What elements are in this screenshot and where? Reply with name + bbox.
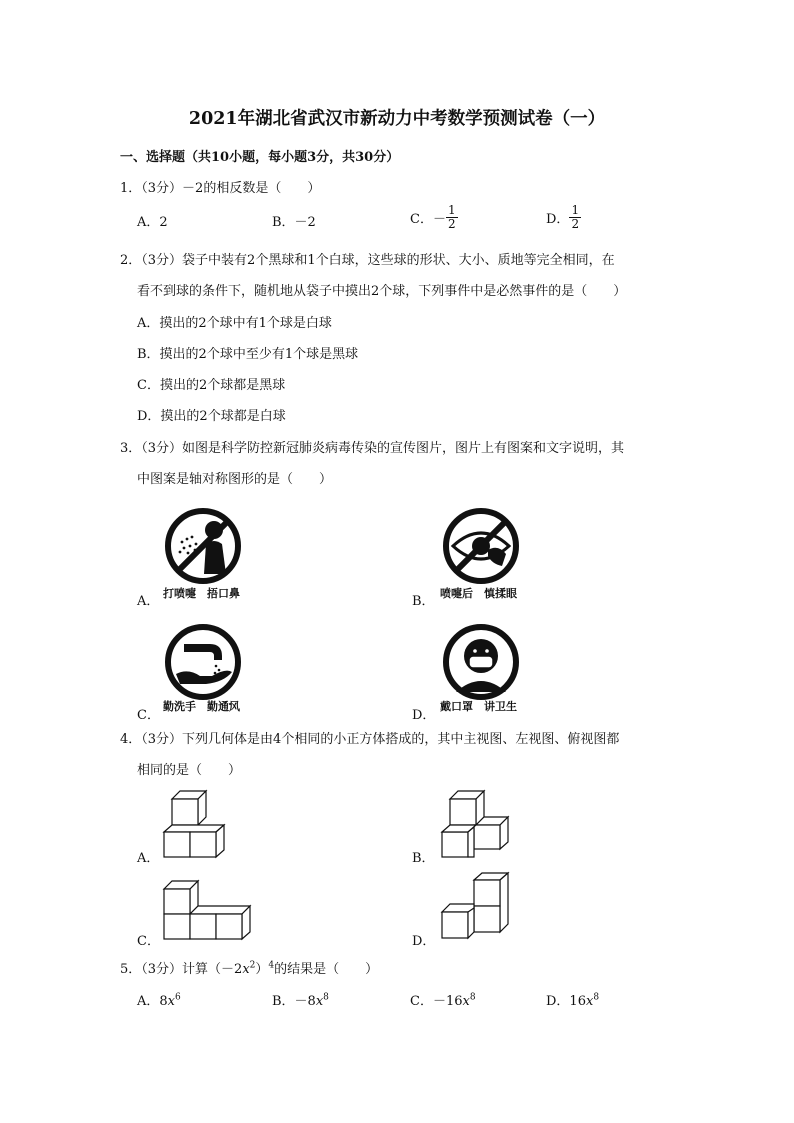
page-title: 2021年湖北省武汉市新动力中考数学预测试卷（一） <box>188 109 606 129</box>
q5-option-c-coef: C．－16 <box>410 994 463 1009</box>
q3-option-a-label: A． <box>137 594 160 609</box>
q4-option-a-label: A． <box>137 851 160 866</box>
cube-figure-c <box>160 876 255 944</box>
q5-option-c <box>410 990 476 1009</box>
face-mask-icon <box>438 622 524 708</box>
q4-option-d-label: D． <box>412 934 436 949</box>
q2-stem-line2: 看不到球的条件下，随机地从袋子中摸出2个球，下列事件中是必然事件的是（ ） <box>137 284 627 299</box>
q5-option-a-exp: 6 <box>175 992 181 1003</box>
q3-option-a-caption: 打喷嚏 捂口鼻 <box>163 587 240 600</box>
q1-option-c <box>410 204 458 231</box>
q4-stem-line1: 4．（3分）下列几何体是由4个相同的小正方体搭成的，其中主视图、左视图、俯视图都 <box>120 732 620 747</box>
q3-stem-line1: 3．（3分）如图是科学防控新冠肺炎病毒传染的宣传图片，图片上有图案和文字说明，其 <box>120 441 625 456</box>
q1-option-c-fraction <box>446 204 458 231</box>
hand-washing-icon <box>160 622 246 708</box>
q1-option-c-label: C． <box>410 212 433 227</box>
q2-option-d: D．摸出的2个球都是白球 <box>137 409 286 424</box>
q3-option-d-label: D． <box>412 708 436 723</box>
q1-option-b: B．－2 <box>272 215 316 230</box>
eye-rubbing-prohibited-icon <box>438 506 524 592</box>
q2-option-c: C．摸出的2个球都是黑球 <box>137 378 286 393</box>
q5-stem-part-b: ） <box>255 962 269 977</box>
q2-option-a: A．摸出的2个球中有1个球是白球 <box>137 316 332 331</box>
q5-stem-part-c: 的结果是（ ） <box>274 962 379 977</box>
q5-stem-variable: x <box>242 962 250 977</box>
q1-option-c-sign: － <box>432 212 446 227</box>
q5-option-d <box>546 990 599 1009</box>
q4-option-b-label: B． <box>412 851 435 866</box>
q3-option-c-caption: 勤洗手 勤通风 <box>163 700 240 713</box>
q5-stem <box>120 958 378 977</box>
q3-option-c-label: C． <box>137 708 160 723</box>
q5-stem-part-a: 5．（3分）计算（－2 <box>120 962 243 977</box>
q3-stem-line2: 中图案是轴对称图形的是（ ） <box>137 472 333 487</box>
q1-stem: 1．（3分）－2的相反数是（ ） <box>120 181 321 196</box>
section-heading: 一、选择题（共10小题，每小题3分，共30分） <box>120 150 400 165</box>
q1-option-d-numerator: 1 <box>571 203 580 217</box>
q5-option-d-exp: 8 <box>593 992 600 1003</box>
q4-option-c-label: C． <box>137 934 160 949</box>
q1-option-d-label: D． <box>546 212 570 227</box>
q5-option-a-var: x <box>167 994 176 1009</box>
q5-option-c-var: x <box>462 994 470 1009</box>
q3-option-d-caption: 戴口罩 讲卫生 <box>440 700 517 713</box>
q1-option-c-numerator: 1 <box>447 203 456 217</box>
q5-option-b-coef: B．－8 <box>272 994 316 1009</box>
q5-option-b-var: x <box>315 994 324 1009</box>
q2-option-b: B．摸出的2个球中至少有1个球是黑球 <box>137 347 359 362</box>
cube-figure-a <box>160 787 230 859</box>
q5-option-a <box>137 990 181 1009</box>
cube-figure-b <box>438 787 513 859</box>
q2-stem-line1: 2．（3分）袋子中装有2个黑球和1个白球，这些球的形状、大小、质地等完全相同，在 <box>120 253 615 268</box>
q1-option-d-fraction <box>569 204 581 231</box>
q5-option-a-coef: A．8 <box>137 994 168 1009</box>
q4-stem-line2: 相同的是（ ） <box>137 763 242 778</box>
q1-option-a: A．2 <box>137 215 168 230</box>
q1-option-d <box>546 204 581 231</box>
q5-stem-exponent-outer: 4 <box>268 960 275 971</box>
sneeze-prohibited-icon <box>160 506 246 592</box>
q5-option-d-var: x <box>585 994 594 1009</box>
q5-option-b-exp: 8 <box>323 992 329 1003</box>
cube-figure-d <box>438 870 513 944</box>
q5-option-d-coef: D．16 <box>546 994 586 1009</box>
q5-option-c-exp: 8 <box>469 992 476 1003</box>
q3-option-b-label: B． <box>412 594 435 609</box>
q5-option-b <box>272 990 329 1009</box>
q3-option-b-caption: 喷嚏后 慎揉眼 <box>440 587 517 600</box>
q1-option-d-denominator: 2 <box>571 217 580 231</box>
q1-option-c-denominator: 2 <box>447 217 456 231</box>
q5-stem-exponent-inner: 2 <box>249 960 256 971</box>
